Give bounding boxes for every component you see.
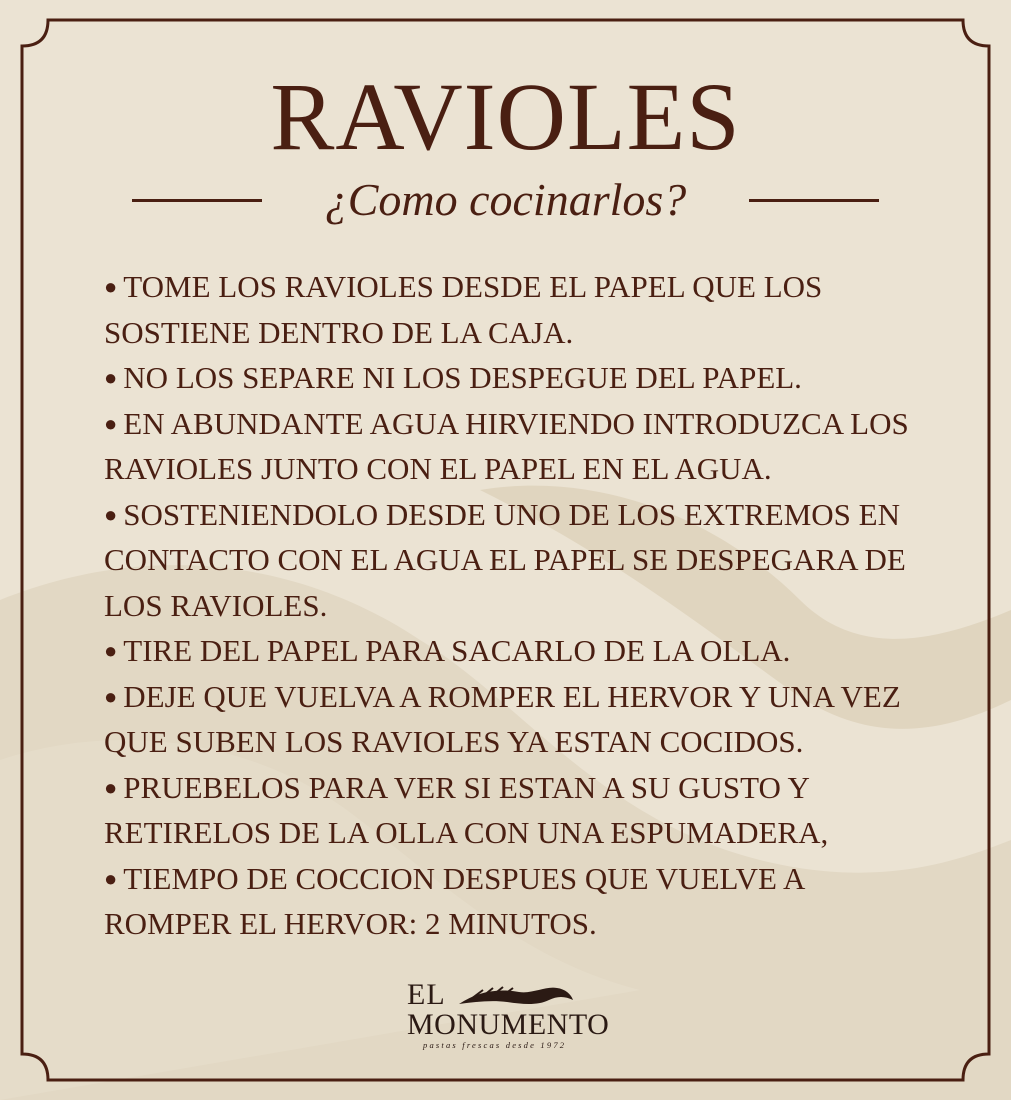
instruction-text: EN ABUNDANTE AGUA HIRVIENDO INTRODUZCA LOS RAVIOLES JUNTO CON EL PAPEL EN EL AGUA. <box>104 405 909 486</box>
instruction-text: TOME LOS RAVIOLES DESDE EL PAPEL QUE LOS SOSTIENE DENTRO DE LA CAJA. <box>104 269 823 350</box>
bullet-icon: ● <box>104 274 118 299</box>
subtitle-rule-left <box>132 199 262 202</box>
instruction-step <box>104 355 924 401</box>
instruction-text: NO LOS SEPARE NI LOS DESPEGUE DEL PAPEL. <box>123 360 802 395</box>
bullet-icon: ● <box>104 365 118 390</box>
brand-logo <box>405 978 610 1054</box>
feather-icon <box>457 982 575 1010</box>
subtitle-row <box>132 172 879 228</box>
instruction-text: TIEMPO DE COCCION DESPUES QUE VUELVE A ROMPER EL HERVOR: 2 MINUTOS. <box>104 860 804 941</box>
bullet-icon: ● <box>104 683 118 709</box>
logo-line-1: EL <box>407 978 446 1011</box>
instruction-step <box>104 628 924 674</box>
instruction-text: DEJE QUE VUELVA A ROMPER EL HERVOR Y UNA VEZ QUE SUBEN LOS RAVIOLES YA ESTAN COCIDOS. <box>104 678 901 759</box>
subtitle-rule-right <box>749 199 879 202</box>
instruction-text: SOSTENIENDOLO DESDE UNO DE LOS EXTREMOS EN CONTACTO CON EL AGUA EL PAPEL SE DESPEGARA DE LOS RAVIOLES. <box>104 496 906 623</box>
bullet-icon: ● <box>104 501 118 527</box>
logo-line-2: MONUMENTO <box>407 1008 610 1041</box>
instructions-list <box>104 264 924 947</box>
instruction-text: TIRE DEL PAPEL PARA SACARLO DE LA OLLA. <box>123 633 791 668</box>
instruction-step <box>104 264 924 355</box>
bullet-icon: ● <box>104 865 118 891</box>
bullet-icon: ● <box>104 774 118 800</box>
instruction-step <box>104 674 924 765</box>
bullet-icon: ● <box>104 638 118 663</box>
page-title: RAVIOLES <box>270 63 741 170</box>
instruction-step <box>104 401 924 492</box>
subtitle: ¿Como cocinarlos? <box>324 174 687 225</box>
instruction-step <box>104 492 924 629</box>
logo-tagline: pastas frescas desde 1972 <box>423 1040 567 1050</box>
instruction-step <box>104 856 924 947</box>
bullet-icon: ● <box>104 410 118 436</box>
instruction-step <box>104 765 924 856</box>
instruction-text: PRUEBELOS PARA VER SI ESTAN A SU GUSTO Y RETIRELOS DE LA OLLA CON UNA ESPUMADERA, <box>104 769 829 850</box>
